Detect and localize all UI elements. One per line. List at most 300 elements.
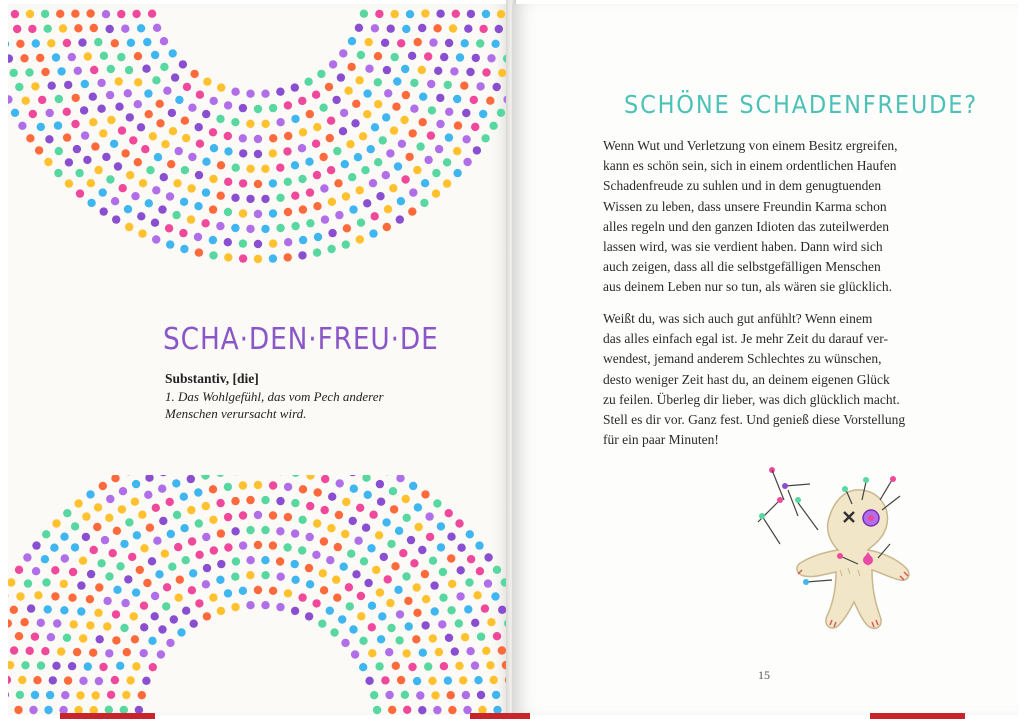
decorative-dot xyxy=(180,524,188,532)
decorative-dot xyxy=(447,533,455,541)
decorative-dot xyxy=(143,38,151,46)
decorative-dot xyxy=(312,91,320,99)
decorative-dot xyxy=(327,524,335,532)
decorative-dot xyxy=(326,134,334,142)
decorative-dot xyxy=(388,706,396,714)
decorative-dot xyxy=(63,509,71,517)
decorative-dot xyxy=(484,553,492,561)
text-line: alles regeln und den ganzen Idioten das zuteilwerden xyxy=(603,218,890,234)
decorative-dot xyxy=(201,475,209,480)
decorative-dot xyxy=(456,592,464,600)
decorative-dot xyxy=(439,568,447,576)
decorative-dot xyxy=(254,511,262,519)
decorative-dot xyxy=(194,233,202,241)
decorative-dot xyxy=(284,101,292,109)
decorative-dot xyxy=(254,481,262,489)
decorative-dot xyxy=(385,691,393,699)
decorative-dot xyxy=(471,661,479,669)
decorative-dot xyxy=(63,39,71,47)
decorative-dot xyxy=(209,128,217,136)
decorative-dot xyxy=(381,676,389,684)
decorative-dot xyxy=(166,240,174,248)
decorative-dot xyxy=(138,511,146,519)
decorative-dot xyxy=(180,198,188,206)
decorative-dot xyxy=(291,499,299,507)
decorative-dot xyxy=(188,104,196,112)
decorative-dot xyxy=(209,516,217,524)
decorative-dot xyxy=(493,632,501,640)
decorative-dot xyxy=(187,184,195,192)
decorative-dot xyxy=(338,615,346,623)
decorative-dot xyxy=(261,496,269,504)
decorative-dot xyxy=(445,634,453,642)
decorative-dot xyxy=(60,533,68,541)
decorative-dot xyxy=(404,597,412,605)
decorative-dot xyxy=(448,706,456,714)
decorative-dot xyxy=(51,592,59,600)
decorative-dot xyxy=(224,147,232,155)
decorative-dot xyxy=(246,526,254,534)
decorative-dot xyxy=(356,504,364,512)
decorative-dot xyxy=(420,199,428,207)
decorative-dot xyxy=(232,557,240,565)
decorative-dot xyxy=(430,581,438,589)
decorative-dot xyxy=(402,91,410,99)
decorative-dot xyxy=(82,533,90,541)
decorative-dot xyxy=(326,556,334,564)
decorative-dot xyxy=(269,481,277,489)
decorative-dot xyxy=(431,691,439,699)
decorative-dot xyxy=(384,89,392,97)
decorative-dot xyxy=(383,223,391,231)
decorative-dot xyxy=(369,179,377,187)
decorative-dot xyxy=(231,497,239,505)
decorative-dot xyxy=(328,493,336,501)
decorative-dot xyxy=(399,549,407,557)
decorative-dot xyxy=(209,175,217,183)
decorative-dot xyxy=(94,166,102,174)
decorative-dot xyxy=(451,647,459,655)
decorative-dot xyxy=(445,39,453,47)
decorative-dot xyxy=(396,215,404,223)
decorative-dot xyxy=(132,588,140,596)
decorative-dot xyxy=(202,580,210,588)
decorative-dot xyxy=(163,583,171,591)
dot-rainbow-bottom xyxy=(8,475,510,715)
decorative-dot xyxy=(387,540,395,548)
decorative-dot xyxy=(15,83,23,91)
decorative-dot xyxy=(349,205,357,213)
decorative-dot xyxy=(246,225,254,233)
decorative-dot xyxy=(202,110,210,118)
decorative-dot xyxy=(352,100,360,108)
decorative-dot xyxy=(261,90,269,98)
decorative-dot xyxy=(94,503,102,511)
decorative-dot xyxy=(169,127,177,135)
decorative-dot xyxy=(254,180,262,188)
decorative-dot xyxy=(166,498,174,506)
decorative-dot xyxy=(16,40,24,48)
decorative-dot xyxy=(335,211,343,219)
decorative-dot xyxy=(73,145,81,153)
decorative-dot xyxy=(376,192,384,200)
decorative-dot xyxy=(94,38,102,46)
decorative-dot xyxy=(305,612,313,620)
decorative-dot xyxy=(349,475,357,476)
decorative-dot xyxy=(246,571,254,579)
decorative-dot xyxy=(359,637,367,645)
decorative-dot xyxy=(479,25,487,33)
paragraph-2 xyxy=(603,309,943,450)
decorative-dot xyxy=(314,488,322,496)
decorative-dot xyxy=(202,188,210,196)
decorative-dot xyxy=(473,591,481,599)
decorative-dot xyxy=(321,506,329,514)
decorative-dot xyxy=(52,53,60,61)
decorative-dot xyxy=(344,87,352,95)
decorative-dot xyxy=(284,132,292,140)
decorative-dot xyxy=(96,635,104,643)
decorative-dot xyxy=(16,592,24,600)
decorative-dot xyxy=(139,179,147,187)
decorative-dot xyxy=(482,10,490,18)
decorative-dot xyxy=(277,573,285,581)
decorative-dot xyxy=(306,219,314,227)
decorative-dot xyxy=(389,487,397,495)
decorative-dot xyxy=(175,147,183,155)
decorative-dot xyxy=(486,661,494,669)
decorative-dot xyxy=(161,140,169,148)
decorative-dot xyxy=(15,566,23,574)
decorative-dot xyxy=(92,691,100,699)
decorative-dot xyxy=(497,109,505,117)
decorative-dot xyxy=(467,555,475,563)
decorative-dot xyxy=(79,634,87,642)
decorative-dot xyxy=(475,541,483,549)
decorative-dot xyxy=(99,482,107,490)
decorative-dot xyxy=(72,94,80,102)
decorative-dot xyxy=(172,479,180,487)
decorative-dot xyxy=(421,621,429,629)
decorative-dot xyxy=(421,570,429,578)
decorative-dot xyxy=(284,513,292,521)
decorative-dot xyxy=(455,662,463,670)
decorative-dot xyxy=(111,475,119,482)
decorative-dot xyxy=(46,109,54,117)
decorative-dot xyxy=(291,115,299,123)
decorative-dot xyxy=(126,171,134,179)
decorative-dot xyxy=(484,579,492,587)
decorative-dot xyxy=(427,131,435,139)
decorative-dot xyxy=(89,93,97,101)
decorative-dot xyxy=(116,662,124,670)
decorative-dot xyxy=(107,116,115,124)
decorative-dot xyxy=(347,63,355,71)
decorative-dot xyxy=(224,589,232,597)
decorative-dot xyxy=(319,104,327,112)
decorative-dot xyxy=(52,519,60,527)
decorative-dot xyxy=(298,516,306,524)
text-line: das alles einfach egal ist. Je mehr Zeit du darauf ver- xyxy=(603,331,888,347)
decorative-dot xyxy=(209,205,217,213)
decorative-dot xyxy=(305,564,313,572)
decorative-dot xyxy=(86,490,94,498)
decorative-dot xyxy=(124,205,132,213)
decorative-dot xyxy=(460,82,468,90)
decorative-dot xyxy=(374,78,382,86)
decorative-dot xyxy=(65,179,73,187)
decorative-dot xyxy=(68,594,76,602)
decorative-dot xyxy=(190,620,198,628)
decorative-dot xyxy=(365,65,373,73)
decorative-dot xyxy=(77,607,85,615)
decorative-dot xyxy=(166,192,174,200)
decorative-dot xyxy=(471,123,479,131)
decorative-dot xyxy=(187,215,195,223)
decorative-dot xyxy=(32,541,40,549)
decorative-dot xyxy=(102,153,110,161)
decorative-dot xyxy=(335,511,343,519)
decorative-dot xyxy=(33,676,41,684)
decorative-dot xyxy=(418,706,426,714)
decorative-dot xyxy=(32,39,40,47)
decorative-dot xyxy=(269,254,277,262)
decorative-dot xyxy=(53,619,61,627)
decorative-dot xyxy=(437,543,445,551)
decorative-dot xyxy=(345,583,353,591)
decorative-dot xyxy=(10,646,18,654)
decorative-dot xyxy=(421,9,429,17)
decorative-dot xyxy=(100,207,108,215)
decorative-dot xyxy=(284,238,292,246)
decorative-dot xyxy=(117,53,125,61)
decorative-dot xyxy=(82,512,90,520)
decorative-dot xyxy=(466,530,474,538)
decorative-dot xyxy=(376,480,384,488)
decorative-dot xyxy=(187,506,195,514)
decorative-dot xyxy=(321,475,329,483)
decorative-dot xyxy=(375,662,383,670)
decorative-dot xyxy=(269,587,277,595)
decorative-dot xyxy=(41,555,49,563)
decorative-dot xyxy=(368,602,376,610)
decorative-dot xyxy=(360,557,368,565)
decorative-dot xyxy=(180,245,188,253)
decorative-dot xyxy=(126,676,134,684)
decorative-dot xyxy=(97,105,105,113)
decorative-dot xyxy=(160,173,168,181)
decorative-dot xyxy=(102,10,110,18)
decorative-dot xyxy=(476,82,484,90)
decorative-dot xyxy=(261,195,269,203)
decorative-dot xyxy=(313,248,321,256)
decorative-dot xyxy=(209,251,217,259)
decorative-dot xyxy=(239,134,247,142)
definition-text: 1. Das Wohlgefühl, das vom Pech anderer Menschen verursacht wird. xyxy=(165,389,384,421)
decorative-dot xyxy=(254,150,262,158)
decorative-dot xyxy=(313,519,321,527)
text-line: Wissen zu leben, dass unsere Freundin Karma schon xyxy=(603,198,887,214)
decorative-dot xyxy=(341,639,349,647)
decorative-dot xyxy=(357,51,365,59)
decorative-dot xyxy=(99,129,107,137)
decorative-dot xyxy=(64,676,72,684)
voodoo-doll-icon xyxy=(740,460,920,650)
decorative-dot xyxy=(71,120,79,128)
decorative-dot xyxy=(261,120,269,128)
decorative-dot xyxy=(239,511,247,519)
decorative-dot xyxy=(46,691,54,699)
decorative-dot xyxy=(79,557,87,565)
decorative-dot xyxy=(391,562,399,570)
decorative-dot xyxy=(374,100,382,108)
decorative-dot xyxy=(317,70,325,78)
decorative-dot xyxy=(455,619,463,627)
decorative-dot xyxy=(111,197,119,205)
decorative-dot xyxy=(149,663,157,671)
decorative-dot xyxy=(79,677,87,685)
decorative-dot xyxy=(145,475,153,482)
decorative-dot xyxy=(44,25,52,33)
decorative-dot xyxy=(479,110,487,118)
decorative-dot xyxy=(367,145,375,153)
decorative-dot xyxy=(332,96,340,104)
decorative-dot xyxy=(269,209,277,217)
decorative-dot xyxy=(490,676,498,684)
bookmark-edge-left xyxy=(60,713,155,719)
decorative-dot xyxy=(90,546,98,554)
decorative-dot xyxy=(27,604,35,612)
decorative-dot xyxy=(355,24,363,32)
decorative-dot xyxy=(298,144,306,152)
decorative-dot xyxy=(429,38,437,46)
decorative-dot xyxy=(52,662,60,670)
decorative-dot xyxy=(90,24,98,32)
dot-rainbow-top xyxy=(8,4,510,274)
decorative-dot xyxy=(450,67,458,75)
decorative-dot xyxy=(487,54,495,62)
decorative-dot xyxy=(56,10,64,18)
decorative-dot xyxy=(93,523,101,531)
decorative-dot xyxy=(339,127,347,135)
decorative-dot xyxy=(375,10,383,18)
decorative-dot xyxy=(84,662,92,670)
decorative-dot xyxy=(54,169,62,177)
left-page xyxy=(8,4,510,715)
decorative-dot xyxy=(106,175,114,183)
decorative-dot xyxy=(427,80,435,88)
decorative-dot xyxy=(414,503,422,511)
decorative-dot xyxy=(457,544,465,552)
decorative-dot xyxy=(246,496,254,504)
decorative-dot xyxy=(140,602,148,610)
decorative-dot xyxy=(299,236,307,244)
decorative-dot xyxy=(291,560,299,568)
decorative-dot xyxy=(127,39,135,47)
decorative-dot xyxy=(368,649,376,657)
decorative-dot xyxy=(95,677,103,685)
decorative-dot xyxy=(486,97,494,105)
decorative-dot xyxy=(121,599,129,607)
decorative-dot xyxy=(269,134,277,142)
decorative-dot xyxy=(412,635,420,643)
decorative-dot xyxy=(28,25,36,33)
decorative-dot xyxy=(351,119,359,127)
decorative-dot xyxy=(354,153,362,161)
decorative-dot xyxy=(291,475,299,477)
decorative-dot xyxy=(476,39,484,47)
decorative-dot xyxy=(444,81,452,89)
decorative-dot xyxy=(377,498,385,506)
decorative-dot xyxy=(382,518,390,526)
decorative-dot xyxy=(78,38,86,46)
decorative-dot xyxy=(163,87,171,95)
decorative-dot xyxy=(424,662,432,670)
decorative-dot xyxy=(63,108,71,116)
decorative-dot xyxy=(401,65,409,73)
decorative-dot xyxy=(166,639,174,647)
decorative-dot xyxy=(409,188,417,196)
decorative-dot xyxy=(306,188,314,196)
decorative-dot xyxy=(239,587,247,595)
decorative-dot xyxy=(365,677,373,685)
decorative-dot xyxy=(137,123,145,131)
decorative-dot xyxy=(418,66,426,74)
decorative-dot xyxy=(320,184,328,192)
decorative-dot xyxy=(380,553,388,561)
text-line: Schadenfreude zu suhlen und in dem genugtuenden xyxy=(603,178,882,194)
decorative-dot xyxy=(378,612,386,620)
decorative-dot xyxy=(403,706,411,714)
decorative-dot xyxy=(112,610,120,618)
decorative-dot xyxy=(217,83,225,91)
decorative-dot xyxy=(120,624,128,632)
decorative-dot xyxy=(429,557,437,565)
decorative-dot xyxy=(65,158,73,166)
decorative-dot xyxy=(459,676,467,684)
decorative-dot xyxy=(133,531,141,539)
decorative-dot xyxy=(216,222,224,230)
decorative-dot xyxy=(384,205,392,213)
decorative-dot xyxy=(254,240,262,248)
decorative-dot xyxy=(376,588,384,596)
decorative-dot xyxy=(86,9,94,17)
decorative-dot xyxy=(146,166,154,174)
decorative-dot xyxy=(80,106,88,114)
decorative-dot xyxy=(336,479,344,487)
decorative-dot xyxy=(103,622,111,630)
decorative-dot xyxy=(217,192,225,200)
decorative-dot xyxy=(246,195,254,203)
decorative-dot xyxy=(26,647,34,655)
decorative-dot xyxy=(276,118,284,126)
decorative-dot xyxy=(447,554,455,562)
decorative-dot xyxy=(203,564,211,572)
decorative-dot xyxy=(291,83,299,91)
decorative-dot xyxy=(438,620,446,628)
decorative-dot xyxy=(148,10,156,18)
decorative-dot xyxy=(374,158,382,166)
decorative-dot xyxy=(134,158,142,166)
decorative-dot xyxy=(177,628,185,636)
decorative-dot xyxy=(94,609,102,617)
decorative-dot xyxy=(8,619,12,627)
decorative-dot xyxy=(224,238,232,246)
decorative-dot xyxy=(428,106,436,114)
decorative-dot xyxy=(89,118,97,126)
decorative-dot xyxy=(328,229,336,237)
decorative-dot xyxy=(419,118,427,126)
